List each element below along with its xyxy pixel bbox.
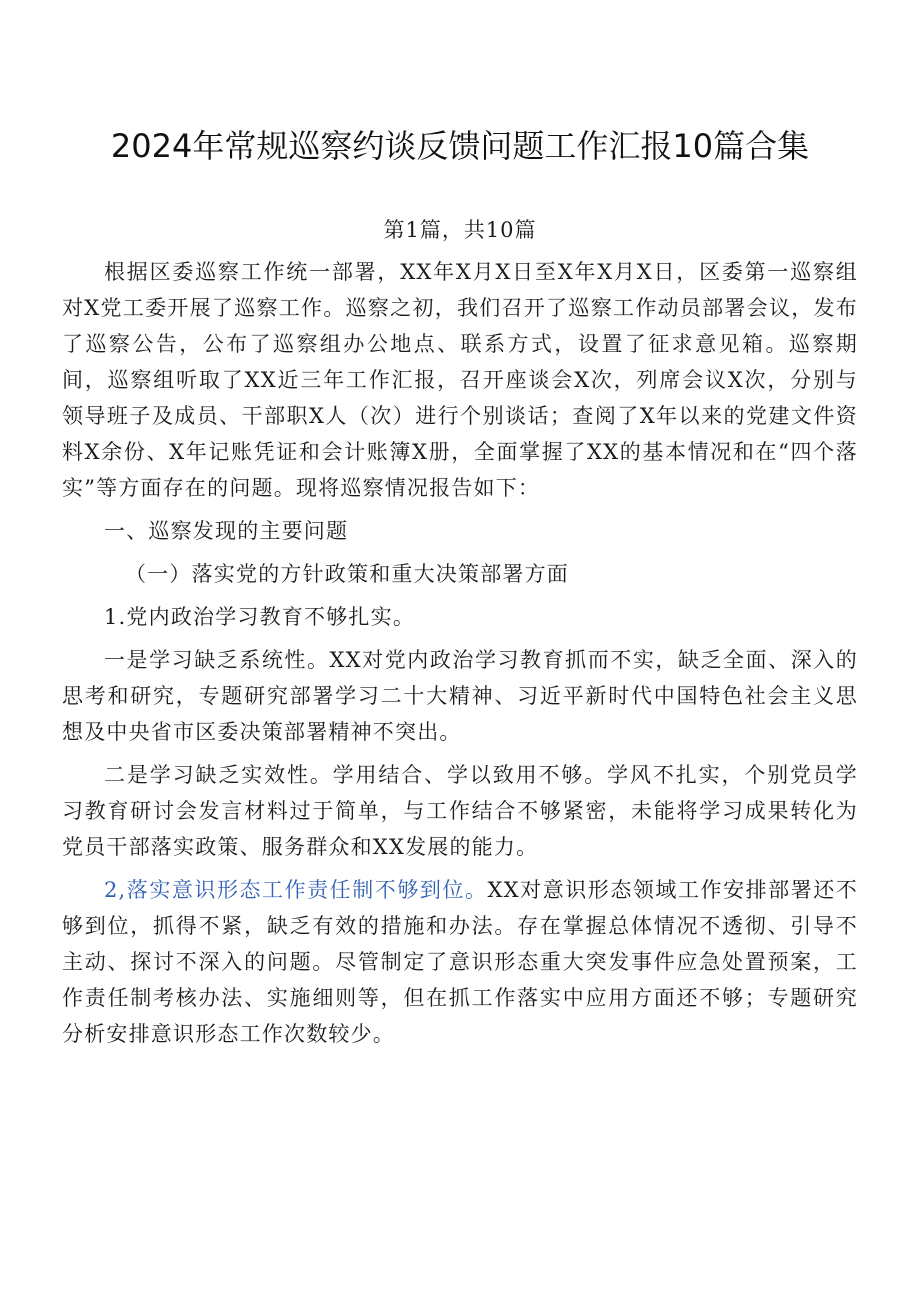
body-paragraph: 一是学习缺乏系统性。XX对党内政治学习教育抓而不实，缺乏全面、深入的思考和研究，专题研究部署学习二十大精神、习近平新时代中国特色社会主义思想及中央省市区委决策部署精神不突出。 — [62, 648, 858, 744]
subsection-heading: （一）落实党的方针政策和重大决策部署方面 — [125, 562, 569, 586]
item-heading: 1.党内政治学习教育不够扎实。 — [104, 605, 416, 629]
highlighted-item-heading: 2,落实意识形态工作责任制不够到位。 — [104, 878, 488, 902]
document-subtitle: 第1篇，共10篇 — [383, 218, 537, 242]
paragraph-text: XX对意识形态领域工作安排部署还不够到位，抓得不紧，缺乏有效的措施和办法。存在掌握总体情况不透彻、引导不主动、探讨不深入的问题。尽管制定了意识形态重大突发事件应急处置预案，工作责任制考核办法、实施细则等，但在抓工作落实中应用方面还不够；专题研究分析安排意识形态工作次数较少。 — [62, 878, 858, 1046]
document-title: 2024年常规巡察约谈反馈问题工作汇报10篇合集 — [110, 127, 810, 166]
intro-paragraph: 根据区委巡察工作统一部署，XX年X月X日至X年X月X日，区委第一巡察组对X党工委开展了巡察工作。巡察之初，我们召开了巡察工作动员部署会议，发布了巡察公告，公布了巡察组办公地点、联系方式，设置了征求意见箱。巡察期间，巡察组听取了XX近三年工作汇报，召开座谈会X次，列席会议X次，分别与领导班子及成员、干部职X人（次）进行个别谈话；查阅了X年以来的党建文件资料X余份、X年记账凭证和会计账簿X册，全面掌握了XX的基本情况和在“四个落实”等方面存在的问题。现将巡察情况报告如下： — [62, 260, 858, 500]
section-heading: 一、巡察发现的主要问题 — [104, 519, 349, 543]
document-body — [62, 254, 858, 1052]
body-paragraph: 二是学习缺乏实效性。学用结合、学以致用不够。学风不扎实，个别党员学习教育研讨会发言材料过于简单，与工作结合不够紧密，未能将学习成果转化为党员干部落实政策、服务群众和XX发展的能力。 — [62, 763, 858, 859]
body-paragraph — [62, 872, 858, 1052]
